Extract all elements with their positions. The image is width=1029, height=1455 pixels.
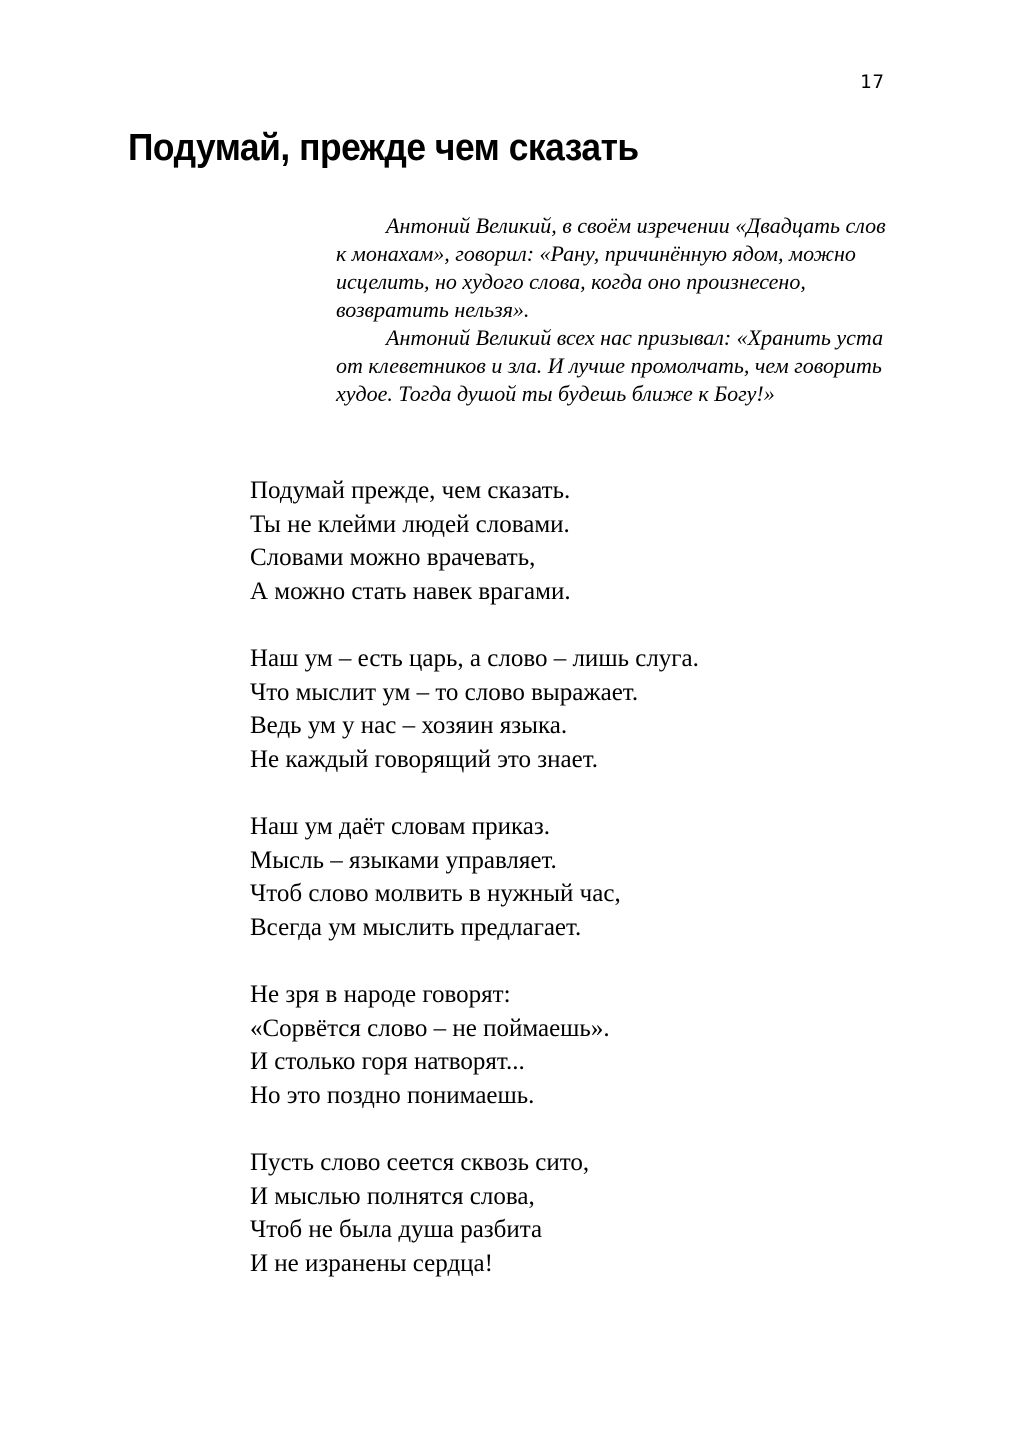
poem-stanza	[250, 474, 699, 608]
poem-line: Всегда ум мыслить предлагает.	[250, 913, 582, 941]
poem-line: Наш ум – есть царь, а слово – лишь слуга.	[250, 645, 699, 672]
poem-line: И мыслью полнятся слова,	[250, 1182, 535, 1210]
poem-stanza	[250, 810, 699, 944]
poem-line: А можно стать навек врагами.	[250, 577, 571, 605]
poem-line: Не каждый говорящий это знает.	[250, 745, 599, 773]
poem-line: Пусть слово сеется сквозь сито,	[250, 1149, 590, 1176]
page-title: Подумай, прежде чем сказать	[128, 127, 639, 169]
poem-line: Что мыслит ум – то слово выражает.	[250, 678, 639, 706]
poem	[250, 474, 699, 1314]
poem-line: Подумай прежде, чем сказать.	[250, 477, 571, 504]
epigraph-paragraph: Антоний Великий всех нас призывал: «Хранить уста от клеветников и зла. И лучше промолчать, чем говорить худое. Тогда душой ты будешь ближе к Богу!»	[336, 325, 884, 406]
poem-line: Чтоб не была душа разбита	[250, 1216, 543, 1243]
poem-line: «Сорвётся слово – не поймаешь».	[250, 1014, 610, 1042]
poem-line: Словами можно врачевать,	[250, 544, 536, 571]
poem-line: Ведь ум у нас – хозяин языка.	[250, 712, 568, 739]
poem-line: Не зря в народе говорят:	[250, 981, 511, 1008]
poem-stanza	[250, 978, 699, 1112]
epigraph	[336, 212, 901, 408]
poem-line: И не изранены сердца!	[250, 1249, 493, 1277]
page-number: 17	[860, 71, 885, 93]
poem-line: Ты не клейми людей словами.	[250, 510, 570, 538]
poem-line: Наш ум даёт словам приказ.	[250, 813, 550, 840]
poem-line: Чтоб слово молвить в нужный час,	[250, 880, 621, 907]
epigraph-paragraph: Антоний Великий, в своём изречении «Двадцать слов к монахам», говорил: «Рану, причинённую ядом, можно исцелить, но худого слова, когда оно произнесено, возвратить нельзя».	[336, 213, 886, 322]
poem-line: Мысль – языками управляет.	[250, 846, 557, 874]
poem-line: Но это поздно понимаешь.	[250, 1081, 535, 1109]
poem-stanza	[250, 1146, 699, 1280]
poem-line: И столько горя натворят...	[250, 1048, 525, 1075]
poem-stanza	[250, 642, 699, 776]
